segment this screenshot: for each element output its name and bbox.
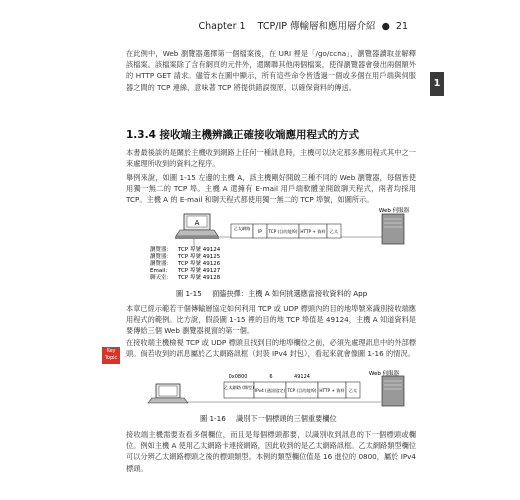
app-4-port: TCP 埠號 49127 (178, 268, 221, 274)
running-header (0, 18, 520, 32)
app-5-port: TCP 埠號 49128 (178, 275, 221, 281)
app-5-name: 聊天室： (150, 275, 173, 281)
field2-ipv4: IPv4 (通訊協定) (254, 388, 286, 393)
field-http: HTTP + 資料 (300, 229, 326, 234)
key-topic-line1: Key (106, 348, 116, 354)
key-topic-badge (102, 347, 120, 364)
app-1-port: TCP 埠號 49124 (178, 247, 221, 253)
app-2-port: TCP 埠號 49125 (178, 254, 221, 260)
app-4-name: Email： (150, 268, 171, 274)
figure-1-16 (126, 370, 416, 412)
figure-1-15-number: 圖 1-15 (176, 289, 202, 298)
figure-1-16-number: 圖 1-16 (200, 414, 226, 423)
paragraph-4: 本章已經示範若干個傳輸層協定如何利用 TCP 或 UDP 標頭內的目的地埠號來識別接收端應用程式的範例。比方說，假設圖 1-15 裡的目的地 TCP 埠值是 49124，主機 A 知道資料是要傳給三個 Web 瀏覽器視窗的第一個。 (126, 304, 416, 336)
figure-1-15-caption-text: 面臨抉擇：主機 A 如何挑選應當接收資料的 App (212, 289, 368, 298)
field-tcp: TCP (目的地埠) (268, 229, 298, 234)
chapter-title: TCP/IP 傳輸層和應用層介紹 (257, 21, 376, 32)
figure-1-15 (126, 206, 416, 284)
value-dest-port: 49124 (294, 374, 310, 380)
chapter-tab: 1 (430, 72, 444, 96)
field2-tcp: TCP (目的地埠) (287, 388, 317, 393)
running-header-text: Chapter 1 TCP/IP 傳輸層和應用層介紹 ● 21 (198, 21, 408, 32)
figure-1-15-caption (176, 289, 367, 299)
paragraph-6: 接收端主機需要查看多個欄位，而且是每個標頭都要，以識別收到訊息的下一個標頭或欄位。例如主機 A 使用乙太網路卡連接網路，因此收到的是乙太網路訊框。乙太網路類型欄位可以分辨乙太網路標頭之後的標頭類型。本例的類型欄位值是 16 進位的 0800，屬於 IPv4 標頭。 (126, 430, 416, 473)
section-title: 1.3.4 接收端主機辨識正確接收端應用程式的方式 (126, 129, 360, 141)
server-label: Web 伺服器 (378, 208, 410, 214)
paragraph-2: 本書最後談的是關於主機收到網路上任何一種訊息時，主機可以決定那多應用程式其中之一來處理所收到的資料之程序。 (126, 148, 416, 169)
field2-ethernet: 乙太網路 (類型) (224, 385, 254, 390)
value-protocol: 6 (269, 374, 273, 380)
app-3-port: TCP 埠號 49126 (178, 261, 221, 267)
field-ip: IP (257, 230, 263, 235)
chapter-label: Chapter 1 (198, 21, 246, 32)
field2-eth-trailer: 乙太 (348, 388, 358, 393)
field2-http: HTTP + 資料 (319, 388, 345, 393)
app-3-name: 瀏覽器： (150, 261, 173, 267)
page-number: 21 (395, 21, 408, 32)
paragraph-1: 在此例中，Web 瀏覽器選擇第一個檔案後，在 URI 裡是「/go/ccna」，瀏覽器讀取並解釋該檔案。該檔案除了含有網頁的元件外，還關聯其他兩個檔案，使得瀏覽器會發出兩個額外的 HTTP GET 請求。儘管未在圖中顯示，所有這些命令皆透過一個或多個在用戶端與伺服器之間的 TCP 連線，意味著 TCP 將提供錯誤復原，以確保資料的傳送。 (126, 49, 416, 92)
figure-1-16-caption (200, 414, 337, 424)
paragraph-3: 舉例來說，如圖 1-15 左邊的主機 A，該主機剛好開啟三種不同的 Web 瀏覽器，每個皆使用獨一無二的 TCP 埠。主機 A 還擁有 E-mail 用戶端軟體並開啟聊天程式，兩者均採用 TCP。主機 A 的 E-mail 和聊天程式都使用獨一無二的 TCP 埠號，如圖所示。 (126, 173, 416, 205)
server-label-2: Web 伺服器 (368, 371, 400, 377)
web-server-icon-2 (382, 376, 404, 406)
host-computer-icon (148, 384, 188, 403)
value-ethertype: 0x0800 (228, 374, 248, 380)
key-topic-line2: Topic (104, 355, 118, 361)
web-server-icon (382, 214, 404, 244)
field-ethernet: 乙太網路 (233, 226, 251, 231)
host-label: A (194, 219, 200, 227)
field-eth-trailer: 乙太 (329, 229, 339, 234)
figure-1-16-caption-text: 識別下一個標頭的三個重要欄位 (236, 414, 337, 423)
app-1-name: 瀏覽器： (150, 247, 173, 253)
app-2-name: 瀏覽器： (150, 254, 173, 260)
paragraph-5: 在接收端主機檢視 TCP 或 UDP 標頭且找到目的地埠欄位之前，必須先處理訊息中的外部標頭。倘若收到的訊息屬於乙太網路訊框（封裝 IPv4 封包），看起來就會像圖 1-16 的情況。 (126, 338, 416, 359)
